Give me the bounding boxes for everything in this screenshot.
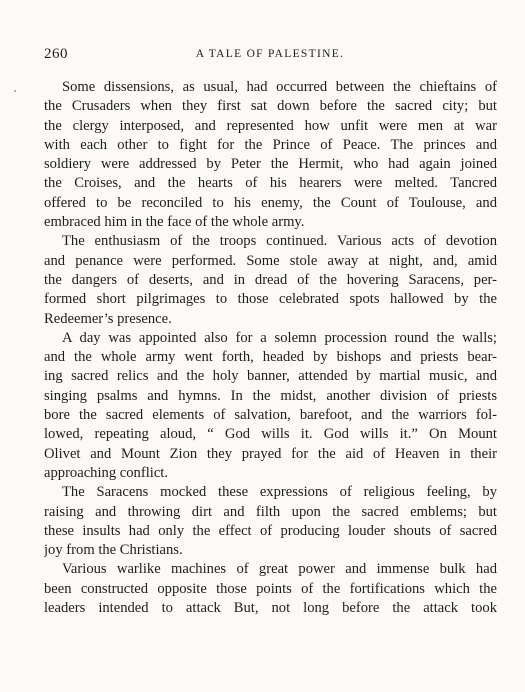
paragraph (44, 560, 497, 618)
text-line: the Crusaders when they first sat down before the sacred city; but (44, 98, 497, 115)
running-title: A TALE OF PALESTINE. (195, 48, 345, 60)
text-line: joy from the Christians. (44, 542, 183, 559)
text-line: with each other to fight for the Prince of Peace. The princes and (44, 136, 497, 153)
paragraph (44, 329, 497, 483)
paragraph (44, 78, 497, 232)
text-line: The enthusiasm of the troops continued. Various acts of devotion (62, 233, 497, 250)
text-line: bore the sacred elements of salvation, barefoot, and the warriors fol- (44, 407, 497, 424)
text-line: and penance were performed. Some stole away at night, and, amid (44, 252, 497, 269)
text-line: these insults had only the effect of producing louder shouts of sacred (44, 522, 497, 539)
text-line: Olivet and Mount Zion they prayed for the aid of Heaven in their (44, 445, 497, 462)
text-line: A day was appointed also for a solemn procession round the walls; (62, 329, 497, 346)
text-line: embraced him in the face of the whole army. (44, 214, 305, 231)
paragraph (44, 483, 497, 560)
page-number: 260 (44, 46, 68, 62)
text-line: the dangers of deserts, and in dread of the hovering Saracens, per- (44, 271, 497, 288)
paragraph (44, 232, 497, 328)
text-line: the clergy interposed, and represented how unfit were men at war (44, 117, 497, 134)
text-line: soldiery were addressed by Peter the Hermit, who had again joined (44, 156, 497, 173)
text-line: approaching conflict. (44, 464, 168, 481)
text-line: Various warlike machines of great power and immense bulk had (62, 561, 497, 578)
text-line: offered to be reconciled to his enemy, the Count of Toulouse, and (44, 194, 497, 211)
text-line: formed short pilgrimages to those celebrated spots hallowed by the (44, 291, 497, 308)
text-line: raising and throwing dirt and filth upon the sacred emblems; but (44, 503, 497, 520)
running-head (44, 46, 496, 64)
body-text (44, 78, 497, 618)
text-line: singing psalms and hymns. In the midst, another division of priests (44, 387, 497, 404)
text-line: ing sacred relics and the holy banner, attended by martial music, and (44, 368, 497, 385)
text-line: the Croises, and the hearts of his hearers were melted. Tancred (44, 175, 497, 192)
text-line: Redeemer’s presence. (44, 310, 172, 327)
text-line: Some dissensions, as usual, had occurred between the chieftains of (62, 79, 497, 95)
text-line: and the whole army went forth, headed by bishops and priests bear- (44, 349, 497, 366)
text-line: The Saracens mocked these expressions of religious feeling, by (62, 484, 497, 501)
margin-speck (14, 90, 16, 92)
text-line: leaders intended to attack But, not long before the attack took (44, 600, 497, 617)
text-line: lowed, repeating aloud, “ God wills it. God wills it.” On Mount (44, 426, 497, 443)
text-line: been constructed opposite those points of the fortifications which the (44, 580, 497, 597)
